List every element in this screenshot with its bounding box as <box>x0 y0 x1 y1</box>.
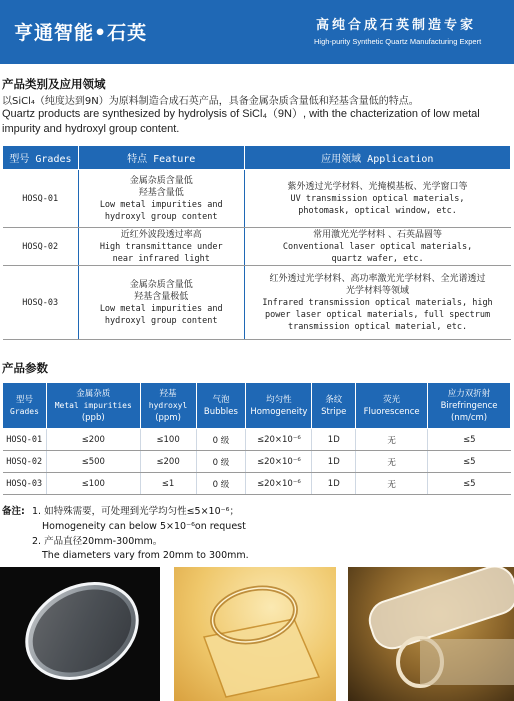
param-header-hydroxyl <box>140 383 196 429</box>
param-cell: ≤100 <box>140 429 196 451</box>
feature-cell <box>78 228 244 266</box>
application-en-line: power laser optical materials, full spectrum <box>264 309 491 320</box>
param-cell: HOSQ-03 <box>3 473 47 495</box>
header-unit: (ppm) <box>155 412 181 423</box>
param-header-fluorescence <box>356 383 428 429</box>
table-row <box>3 266 511 340</box>
param-cell: 无 <box>356 429 428 451</box>
param-cell: ≤20×10⁻⁶ <box>246 451 312 473</box>
feature-cn-line: 金属杂质含量低 <box>129 279 193 290</box>
application-cn-line: 红外透过光学材料、高功率激光光学材料、全光谱透过 <box>269 273 486 284</box>
table-row <box>3 451 511 473</box>
table-row <box>3 228 511 266</box>
grade-cell: HOSQ-03 <box>3 266 79 340</box>
param-cell: 0 级 <box>196 473 246 495</box>
param-cell: HOSQ-02 <box>3 451 47 473</box>
param-cell: 1D <box>312 473 356 495</box>
application-en-line: Conventional laser optical materials, <box>282 241 473 252</box>
feature-cn-line: 羟基含量极低 <box>134 291 189 302</box>
header-cn: 荧光 <box>383 394 401 405</box>
param-cell: ≤5 <box>428 451 511 473</box>
section-title-categories: 产品类别及应用领域 <box>2 77 106 91</box>
param-cell: ≤5 <box>428 429 511 451</box>
feature-en-line: hydroxyl group content <box>104 211 218 222</box>
application-en-line: Infrared transmission optical materials, high <box>262 297 493 308</box>
param-cell: 无 <box>356 451 428 473</box>
param-header-grades <box>3 383 47 429</box>
param-cell: 无 <box>356 473 428 495</box>
header-en: Bubbles <box>203 406 238 417</box>
feature-en-line: Low metal impurities and <box>99 303 223 314</box>
quartz-optical-disc-photo <box>0 567 160 701</box>
header-cn: 应力双折射 <box>447 388 491 399</box>
notes-label: 备注: <box>2 506 25 517</box>
param-cell: ≤5 <box>428 473 511 495</box>
header-application: 应用领域 Application <box>244 146 510 170</box>
product-parameter-table <box>2 382 511 495</box>
section-title-parameters: 产品参数 <box>2 361 48 375</box>
header-unit: (nm/cm) <box>450 412 488 423</box>
param-header-birefringence <box>428 383 511 429</box>
param-header-stripe <box>312 383 356 429</box>
grade-cell: HOSQ-02 <box>3 228 79 266</box>
param-cell: ≤200 <box>140 451 196 473</box>
param-cell: 1D <box>312 451 356 473</box>
feature-cn-line: 近红外波段透过率高 <box>120 229 202 240</box>
intro-text-cn: 以SiCl₄（纯度达到9N）为原料制造合成石英产品，具备金属杂质含量低和羟基含量低的特点。 <box>2 96 419 107</box>
header-unit: (ppb) <box>81 412 105 423</box>
application-cn-line: 光学材料等领域 <box>346 285 410 296</box>
tagline-cn: 高纯合成石英制造专家 <box>316 18 477 33</box>
quartz-tubes-photo <box>348 567 514 701</box>
application-en-line: photomask, optical window, etc. <box>298 205 457 216</box>
grade-cell: HOSQ-01 <box>3 170 79 228</box>
feature-en-line: hydroxyl group content <box>104 315 218 326</box>
feature-cell <box>78 266 244 340</box>
param-cell: HOSQ-01 <box>3 429 47 451</box>
application-en-line: UV transmission optical materials, <box>290 193 465 204</box>
application-cell <box>244 228 510 266</box>
quartz-plate-and-ring-photo <box>174 567 336 701</box>
product-category-table <box>2 145 511 340</box>
note-1-en: Homogeneity can below 5×10⁻⁶on request <box>42 521 246 532</box>
param-cell: 0 级 <box>196 429 246 451</box>
application-en-line: quartz wafer, etc. <box>331 253 424 264</box>
feature-cn-line: 金属杂质含量低 <box>129 175 193 186</box>
application-cell <box>244 170 510 228</box>
application-cn-line: 常用激光光学材料 、石英晶圆等 <box>313 229 442 240</box>
header-en: hydroxyl <box>148 400 188 410</box>
param-cell: 1D <box>312 429 356 451</box>
param-header-homogeneity <box>246 383 312 429</box>
tagline-en: High-purity Synthetic Quartz Manufacturing Expert <box>314 37 482 46</box>
table-row <box>3 170 511 228</box>
param-header-bubbles <box>196 383 246 429</box>
header-grades: 型号 Grades <box>3 146 79 170</box>
brand-name: 亨通智能•石英 <box>14 22 148 44</box>
param-cell: ≤20×10⁻⁶ <box>246 429 312 451</box>
note-1-cn: 1. 如特殊需要，可处理到光学均匀性≤5×10⁻⁶； <box>32 506 239 517</box>
header-cn: 均匀性 <box>266 394 292 405</box>
application-cn-line: 紫外透过光学材料、光掩模基板、光学窗口等 <box>287 181 468 192</box>
header-en: Stripe <box>321 406 347 417</box>
feature-en-line: near infrared light <box>112 253 210 264</box>
note-2-en: The diameters vary from 20mm to 300mm. <box>42 550 249 561</box>
note-2-cn: 2. 产品直径20mm-300mm。 <box>32 536 163 547</box>
feature-en-line: Low metal impurities and <box>99 199 223 210</box>
header-en: Birefringence <box>440 400 498 411</box>
param-cell: ≤100 <box>46 473 140 495</box>
header-feature: 特点 Feature <box>78 146 244 170</box>
param-cell: ≤200 <box>46 429 140 451</box>
application-en-line: transmission optical material, etc. <box>287 321 468 332</box>
feature-cn-line: 羟基含量低 <box>138 187 184 198</box>
param-cell: ≤1 <box>140 473 196 495</box>
param-cell: ≤20×10⁻⁶ <box>246 473 312 495</box>
feature-en-line: High transmittance under <box>99 241 223 252</box>
header-en: Fluorescence <box>363 406 420 417</box>
page-header <box>0 0 514 64</box>
header-en: Grades <box>10 406 39 416</box>
param-cell: 0 级 <box>196 451 246 473</box>
header-en: Homogeneity <box>250 406 308 417</box>
table-row <box>3 473 511 495</box>
feature-cell <box>78 170 244 228</box>
intro-text-en: Quartz products are synthesized by hydrolysis of SiCl₄（9N）, with the chacterization of low metal impurity and hydroxyl group content. <box>2 108 480 135</box>
header-cn: 金属杂质 <box>76 388 111 399</box>
header-cn: 羟基 <box>159 388 177 399</box>
param-cell: ≤500 <box>46 451 140 473</box>
table-row <box>3 429 511 451</box>
header-cn: 气泡 <box>212 394 230 405</box>
param-header-metal <box>46 383 140 429</box>
header-en: Metal impurities <box>54 400 132 410</box>
header-cn: 条纹 <box>325 394 343 405</box>
header-cn: 型号 <box>15 394 33 405</box>
application-cell <box>244 266 510 340</box>
